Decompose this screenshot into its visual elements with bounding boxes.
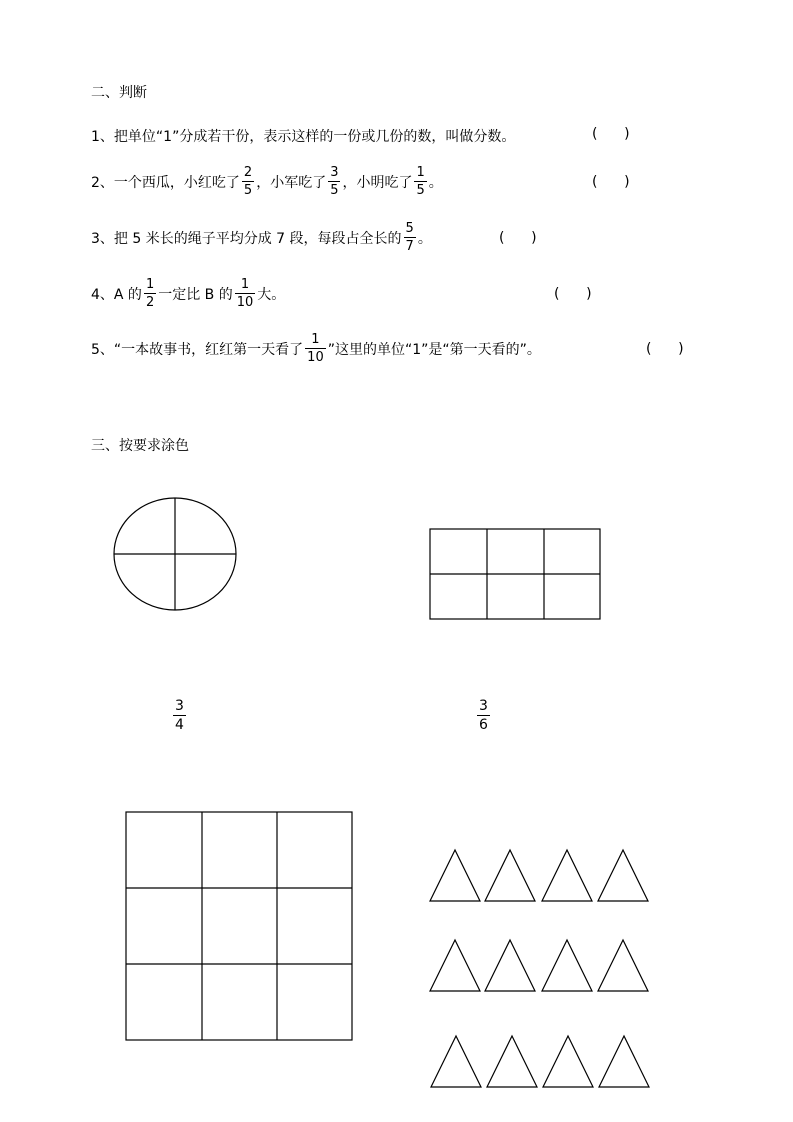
judge-item-3-text: 3、把 5 米长的绳子平均分成 7 段，每段占全长的 xyxy=(91,230,402,247)
fraction-numerator: 1 xyxy=(145,277,155,292)
fraction-numerator: 3 xyxy=(479,698,488,714)
fraction-denominator: 10 xyxy=(236,295,254,310)
triangle-shape[interactable] xyxy=(485,850,535,901)
triangle-shape[interactable] xyxy=(431,1036,481,1087)
fraction-numerator: 3 xyxy=(330,165,339,180)
judge-item-4-text-end: 大。 xyxy=(257,286,286,303)
judge-item-5-text: 5、“一本故事书，红红第一天看了 xyxy=(91,341,304,358)
judge-item-4-text: 4、A 的 xyxy=(91,286,142,303)
square-grid-ninths-shape[interactable] xyxy=(126,812,352,1040)
judge-item-2-text-mid1: ，小军吃了 xyxy=(256,174,327,191)
triangle-shape[interactable] xyxy=(485,940,535,991)
triangle-shape[interactable] xyxy=(430,850,480,901)
fraction-denominator: 5 xyxy=(416,183,425,198)
section-title-coloring: 三、按要求涂色 xyxy=(91,438,189,454)
triangle-shape[interactable] xyxy=(599,1036,649,1087)
fraction-denominator: 4 xyxy=(175,717,184,733)
answer-blank-2[interactable]: ( ) xyxy=(592,174,630,190)
triangle-shape[interactable] xyxy=(487,1036,537,1087)
judge-item-2-text-mid2: ，小明吃了 xyxy=(342,174,413,191)
fraction-numerator: 2 xyxy=(243,165,253,180)
fraction-numerator: 1 xyxy=(311,332,320,347)
judge-item-3-text-end: 。 xyxy=(417,230,432,247)
judge-item-2-text-end: 。 xyxy=(428,174,443,191)
fraction-label-3-6 xyxy=(475,698,492,732)
answer-blank-1[interactable]: ( ) xyxy=(592,126,630,142)
fraction-denominator: 6 xyxy=(479,717,488,733)
fraction-denominator: 7 xyxy=(405,239,414,254)
triangle-shape[interactable] xyxy=(542,940,592,991)
answer-blank-5[interactable]: ( ) xyxy=(646,341,684,357)
triangle-shape[interactable] xyxy=(430,940,480,991)
triangle-shape[interactable] xyxy=(542,850,592,901)
answer-blank-3[interactable]: ( ) xyxy=(499,230,537,246)
circle-quarters-shape[interactable] xyxy=(114,498,236,610)
fraction-numerator: 1 xyxy=(240,277,250,292)
rectangle-sixths-shape[interactable] xyxy=(430,529,600,619)
fraction-numerator: 3 xyxy=(175,698,184,714)
fraction-numerator: 5 xyxy=(405,221,414,236)
fraction-denominator: 5 xyxy=(330,183,339,198)
judge-item-2-text: 2、一个西瓜，小红吃了 xyxy=(91,174,240,191)
triangle-shape[interactable] xyxy=(543,1036,593,1087)
fraction-denominator: 10 xyxy=(307,350,324,365)
judge-item-1-text: 1、把单位“1”分成若干份，表示这样的一份或几份的数，叫做分数。 xyxy=(91,129,516,145)
fraction-denominator: 5 xyxy=(243,183,253,198)
fraction-label-3-4 xyxy=(171,698,188,732)
triangle-shape[interactable] xyxy=(598,940,648,991)
fraction-denominator: 2 xyxy=(145,295,155,310)
judge-item-5-text-end: ”这里的单位“1”是“第一天看的”。 xyxy=(327,341,541,358)
triangles-group xyxy=(430,850,649,1087)
fraction-numerator: 1 xyxy=(416,165,425,180)
judge-item-4-text-mid: 一定比 B 的 xyxy=(158,286,233,303)
section-title-judge: 二、判断 xyxy=(91,85,147,101)
triangle-shape[interactable] xyxy=(598,850,648,901)
answer-blank-4[interactable]: ( ) xyxy=(554,286,592,302)
